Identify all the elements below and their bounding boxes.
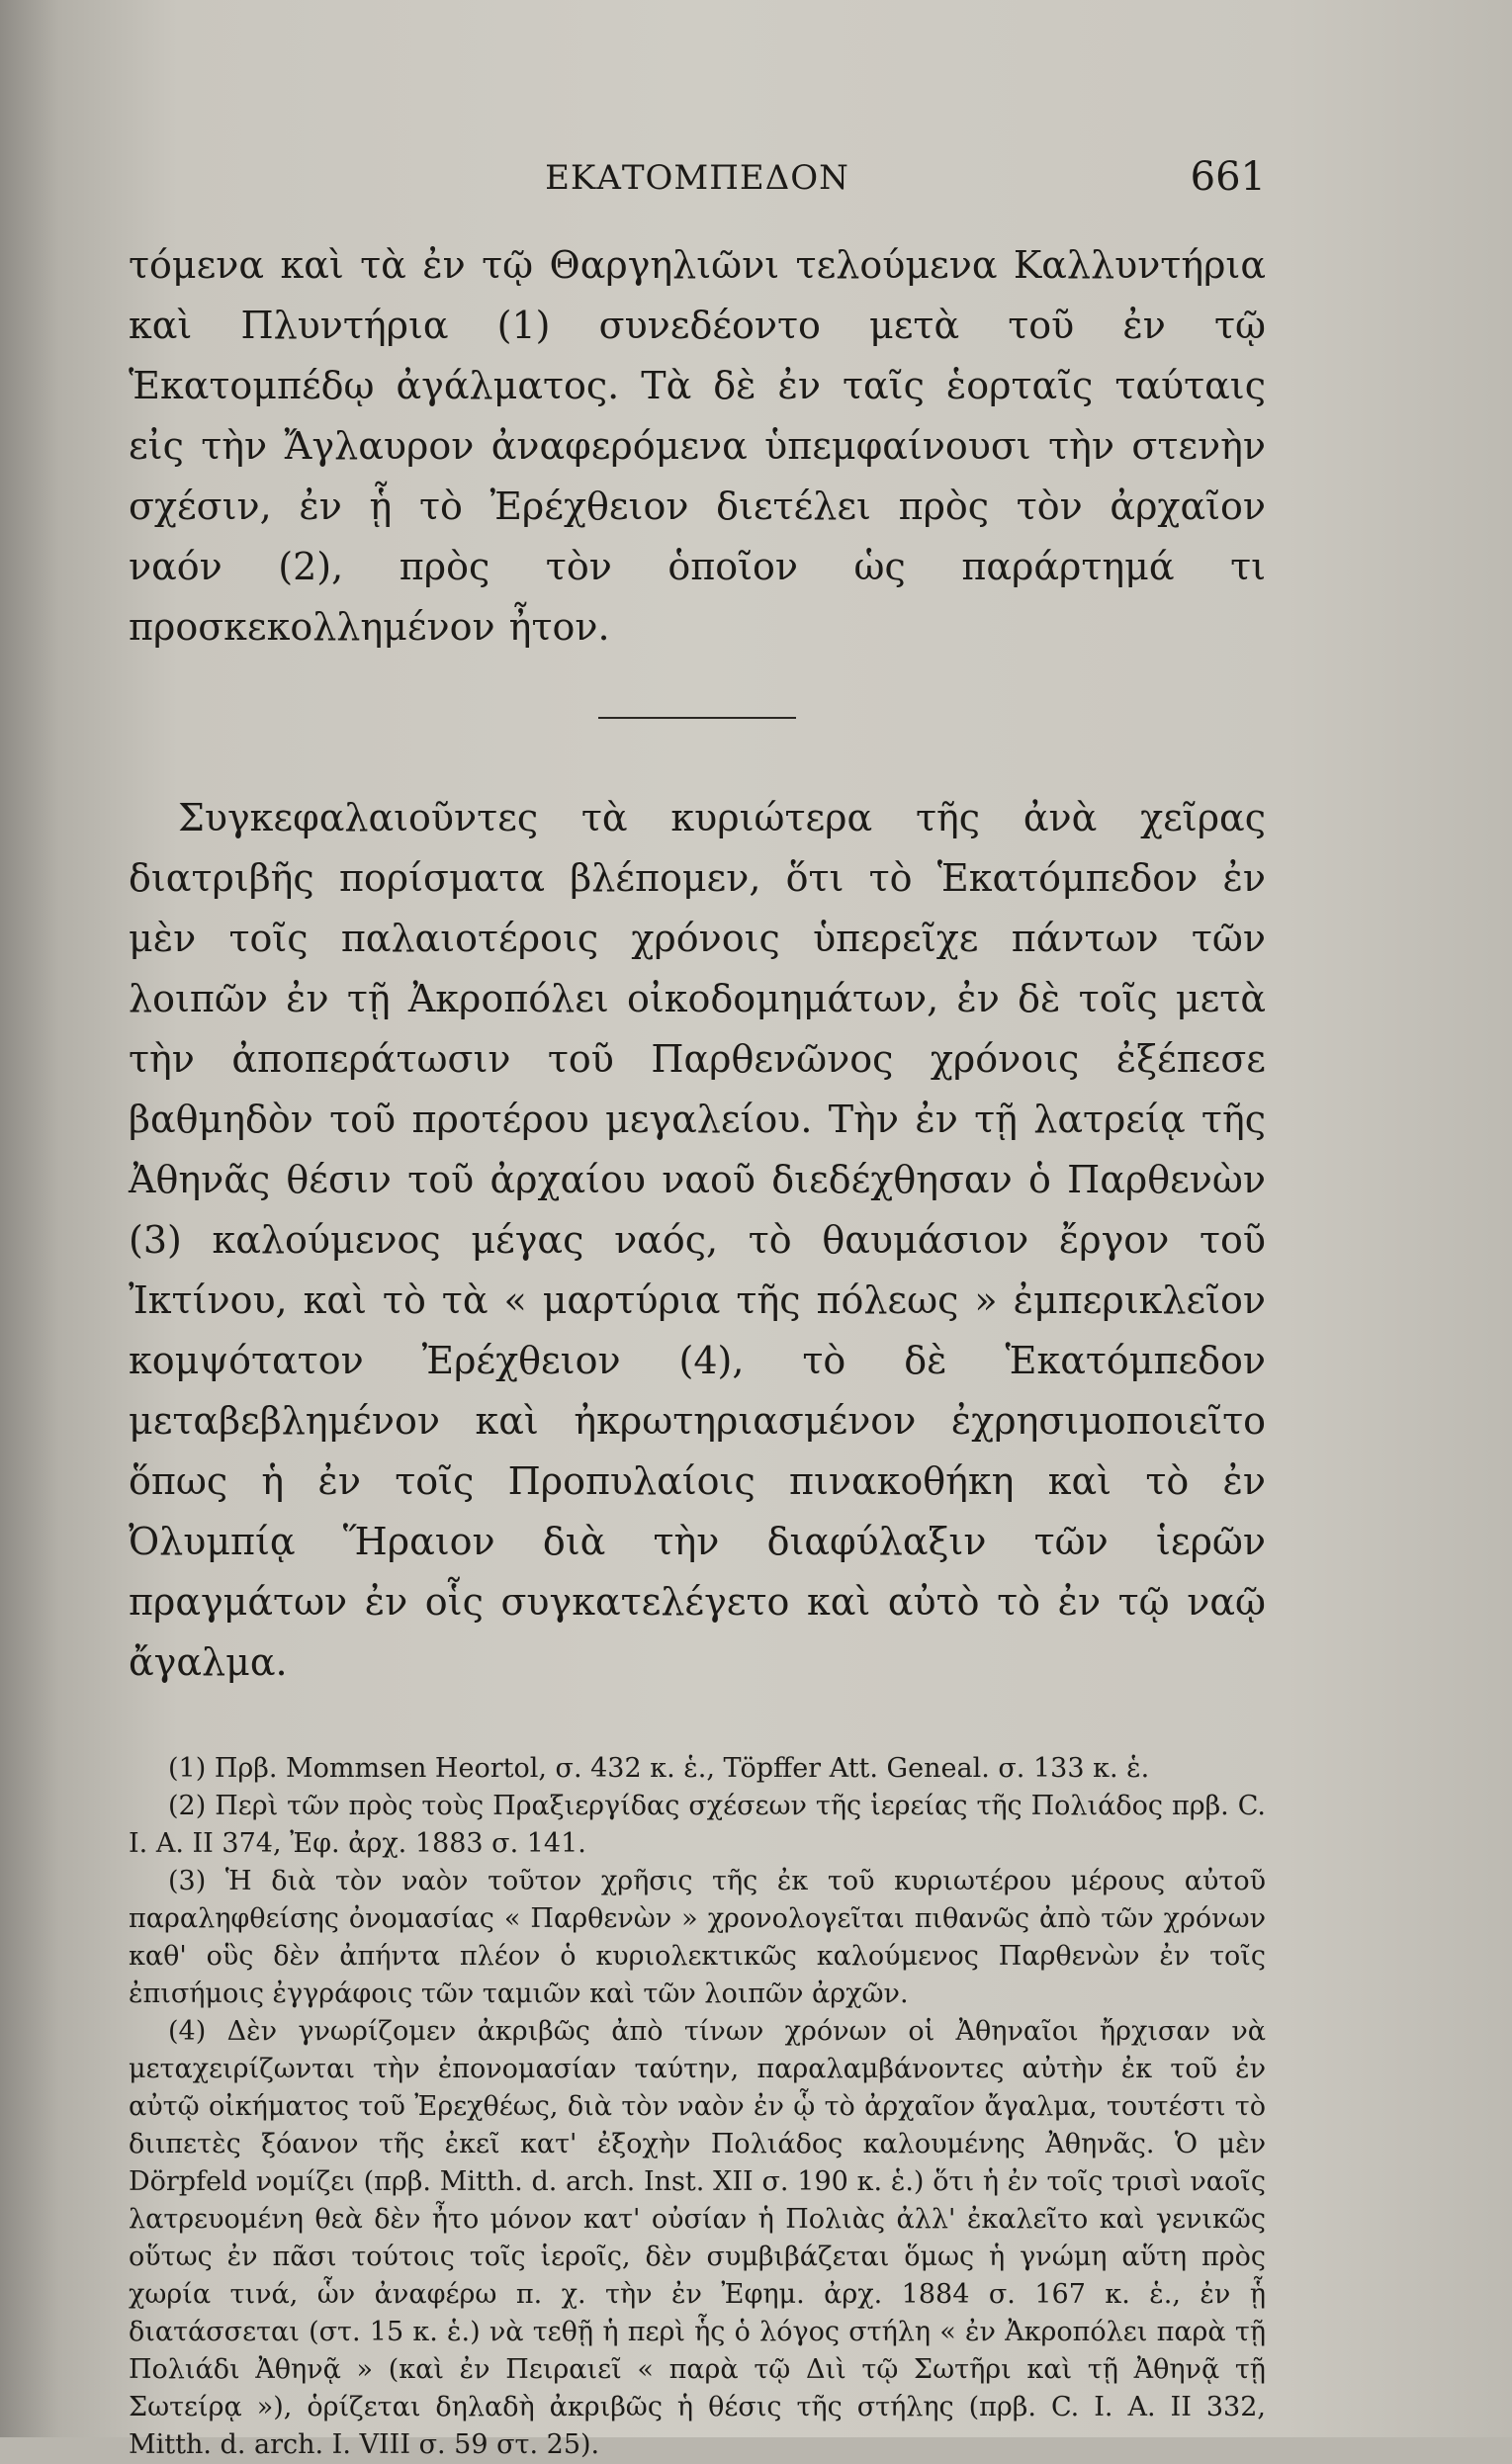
footnote-1: (1) Πρβ. Mommsen Heortol, σ. 432 κ. ἑ., Töpffer Att. Geneal. σ. 133 κ. ἑ. xyxy=(168,1753,1150,1784)
footnote-3: (3) Ἡ διὰ τὸν ναὸν τοῦτον χρῆσις τῆς ἐκ τοῦ κυριωτέρου μέρους αὐτοῦ παραληφθείσης ὀνομασίας « Παρθενὼν » χρονολογεῖται πιθανῶς ἀπὸ τῶν χρόνων καθ' οὓς δὲν ἀπήντα πλέον ὁ κυριολεκτικῶς καλούμενος Παρθενὼν ἐν τοῖς ἐπισήμοις ἐγγράφοις τῶν ταμιῶν καὶ τῶν λοιπῶν ἀρχῶν. xyxy=(129,1866,1266,2009)
section-divider xyxy=(598,717,796,719)
paragraph-continuation: τόμενα καὶ τὰ ἐν τῷ Θαργηλιῶνι τελούμενα Καλλυντήρια καὶ Πλυντήρια (1) συνεδέοντο μετὰ τοῦ ἐν τῷ Ἑκατομπέδῳ ἀγάλματος. Τὰ δὲ ἐν ταῖς ἑορταῖς ταύταις εἰς τὴν Ἄγλαυρον ἀναφερόμενα ὑπεμφαίνουσι τὴν στενὴν σχέσιν, ἐν ᾗ τὸ Ἐρέχθειον διετέλει πρὸς τὸν ἀρχαῖον ναόν (2), πρὸς τὸν ὁποῖον ὡς παράρτημά τι προσκεκολλημένον ἦτον. xyxy=(129,243,1266,649)
running-head: ΕΚΑΤΟΜΠΕΔΟΝ xyxy=(545,158,849,198)
footnote-4: (4) Δὲν γνωρίζομεν ἀκριβῶς ἀπὸ τίνων χρόνων οἱ Ἀθηναῖοι ἤρχισαν νὰ μεταχειρίζωνται τὴν ἐπονομασίαν ταύτην, παραλαμβάνοντες αὐτὴν ἐκ τοῦ ἐν αὐτῷ οἰκήματος τοῦ Ἐρεχθέως, διὰ τὸν ναὸν ἐν ᾧ τὸ ἀρχαῖον ἄγαλμα, τουτέστι τὸ διιπετὲς ξόανον τῆς ἐκεῖ κατ' ἐξοχὴν Πολιάδος καλουμένης Ἀθηνᾶς. Ὁ μὲν Dörpfeld νομίζει (πρβ. Mitth. d. arch. Inst. XII σ. 190 κ. ἑ.) ὅτι ἡ ἐν τοῖς τρισὶ ναοῖς λατρευομένη θεὰ δὲν ἦτο μόνον κατ' οὐσίαν ἡ Πολιὰς ἀλλ' ἐκαλεῖτο καὶ γενικῶς οὕτως ἐν πᾶσι τούτοις τοῖς ἱεροῖς, δὲν συμβιβάζεται ὅμως ἡ γνώμη αὕτη πρὸς χωρία τινά, ὧν ἀναφέρω π. χ. τὴν ἐν Ἐφημ. ἀρχ. 1884 σ. 167 κ. ἑ., ἐν ᾗ διατάσσεται (στ. 15 κ. ἑ.) νὰ τεθῇ ἡ περὶ ἧς ὁ λόγος στήλη « ἐν Ἀκροπόλει παρὰ τῇ Πολιάδι Ἀθηνᾷ » (καὶ ἐν Πειραιεῖ « παρὰ τῷ Διὶ τῷ Σωτῆρι καὶ τῇ Ἀθηνᾷ τῇ Σωτείρᾳ »), ὁρίζεται δηλαδὴ ἀκριβῶς ἡ θέσις τῆς στήλης (πρβ. C. I. A. II 332, Mitth. d. arch. I. VIII σ. 59 στ. 25). xyxy=(129,2016,1266,2460)
footnotes xyxy=(129,1750,1266,2464)
text-column xyxy=(129,148,1266,2464)
paragraph-summary: Συγκεφαλαιοῦντες τὰ κυριώτερα τῆς ἀνὰ χεῖρας διατριβῆς πορίσματα βλέπομεν, ὅτι τὸ Ἑκατόμπεδον ἐν μὲν τοῖς παλαιοτέροις χρόνοις ὑπερεῖχε πάντων τῶν λοιπῶν ἐν τῇ Ἀκροπόλει οἰκοδομημάτων, ἐν δὲ τοῖς μετὰ τὴν ἀποπεράτωσιν τοῦ Παρθενῶνος χρόνοις ἐξέπεσε βαθμηδὸν τοῦ προτέρου μεγαλείου. Τὴν ἐν τῇ λατρείᾳ τῆς Ἀθηνᾶς θέσιν τοῦ ἀρχαίου ναοῦ διεδέχθησαν ὁ Παρθενὼν (3) καλούμενος μέγας ναός, τὸ θαυμάσιον ἔργον τοῦ Ἰκτίνου, καὶ τὸ τὰ « μαρτύρια τῆς πόλεως » ἐμπερικλεῖον κομψότατον Ἐρέχθειον (4), τὸ δὲ Ἑκατόμπεδον μεταβεβλημένον καὶ ἠκρωτηριασμένον ἐχρησιμοποιεῖτο ὅπως ἡ ἐν τοῖς Προπυλαίοις πινακοθήκη καὶ τὸ ἐν Ὀλυμπίᾳ Ἥραιον διὰ τὴν διαφύλαξιν τῶν ἱερῶν πραγμάτων ἐν οἷς συγκατελέγετο καὶ αὐτὸ τὸ ἐν τῷ ναῷ ἄγαλμα. xyxy=(129,796,1266,1684)
footnote-2: (2) Περὶ τῶν πρὸς τοὺς Πραξιεργίδας σχέσεων τῆς ἱερείας τῆς Πολιάδος πρβ. C. I. A. II 374, Ἐφ. ἀρχ. 1883 σ. 141. xyxy=(129,1791,1266,1859)
main-text xyxy=(129,235,1266,1693)
page-number: 661 xyxy=(1190,154,1266,200)
page-header xyxy=(129,148,1266,208)
